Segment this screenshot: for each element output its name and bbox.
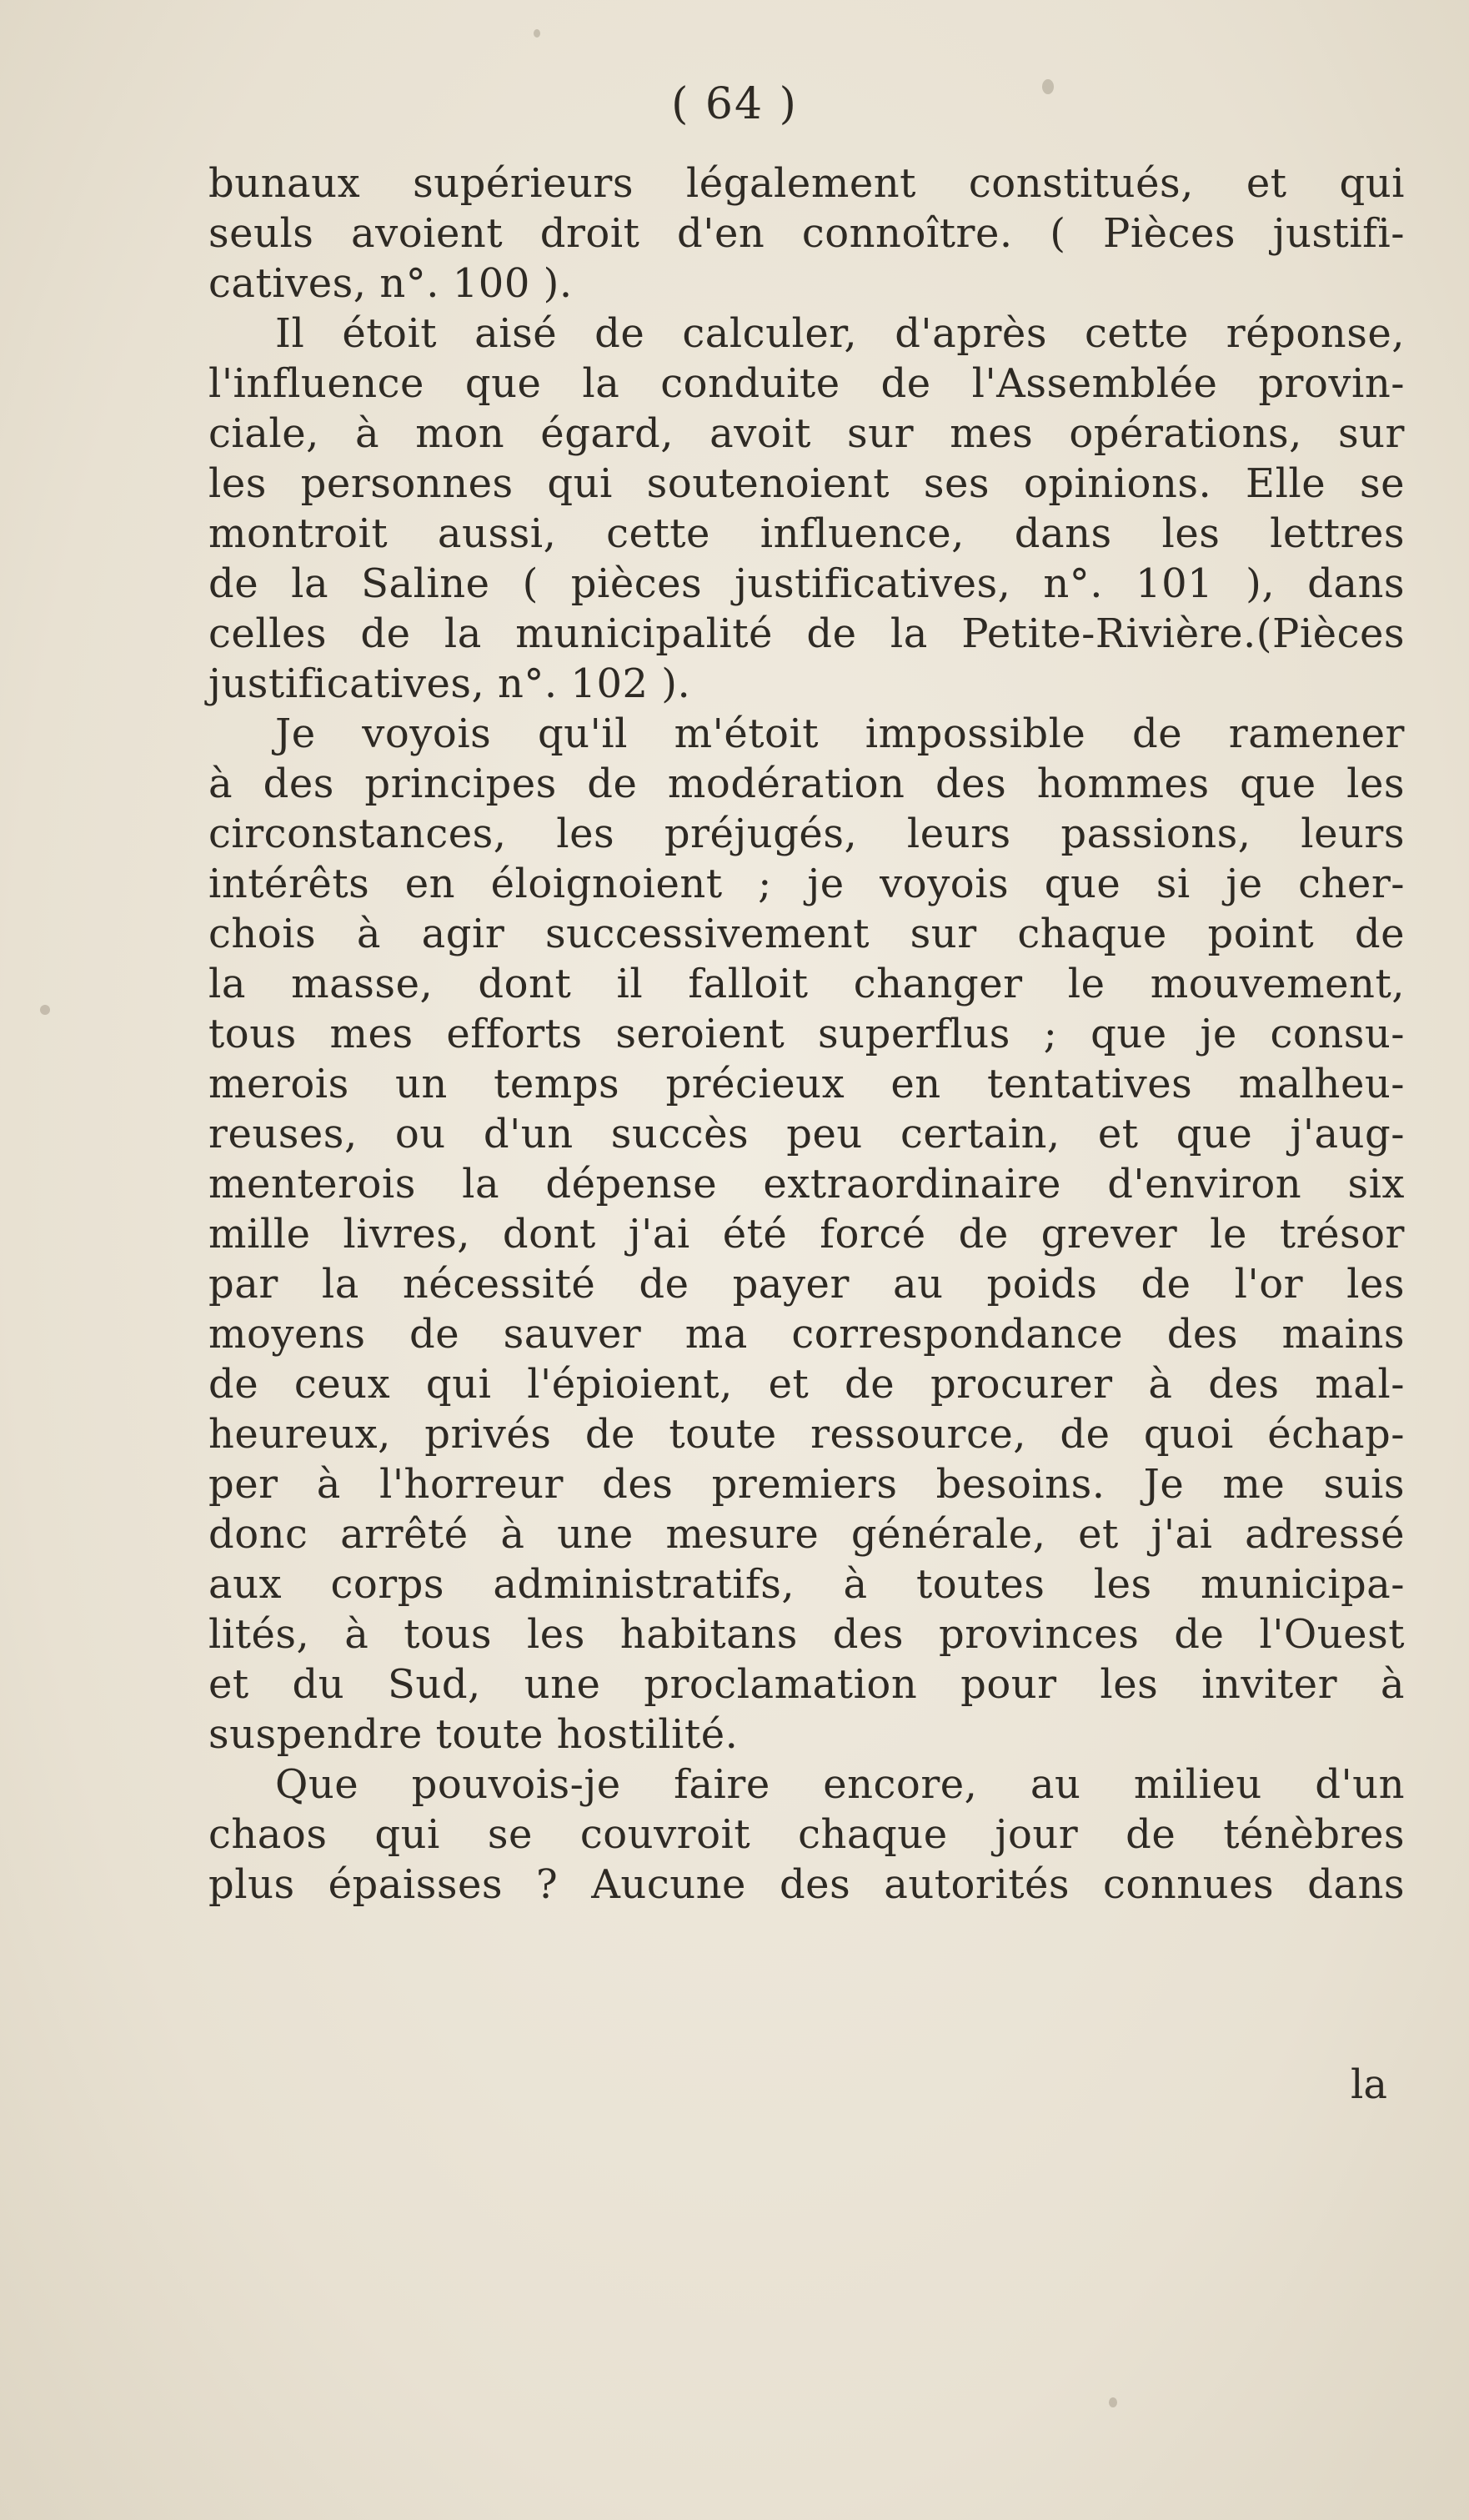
text-line: menterois la dépense extraordinaire d'environ six (208, 1161, 1405, 1207)
text-line: moyens de sauver ma correspondance des mains (208, 1311, 1405, 1358)
text-line: reuses, ou d'un succès peu certain, et que j'aug- (208, 1111, 1405, 1157)
ink-speck (1109, 2397, 1117, 2407)
text-line: Il étoit aisé de calculer, d'après cette réponse, (275, 310, 1405, 357)
text-line: aux corps administratifs, à toutes les municipa- (208, 1561, 1405, 1608)
body-text (208, 158, 1405, 1910)
text-line: à des principes de modération des hommes que les (208, 761, 1405, 807)
text-line: ciale, à mon égard, avoit sur mes opérations, sur (208, 410, 1405, 457)
text-line: Que pouvois-je faire encore, au milieu d'un (275, 1761, 1405, 1808)
catchword: la (1351, 2061, 1387, 2108)
text-line: merois un temps précieux en tentatives malheu- (208, 1061, 1405, 1107)
text-line: celles de la municipalité de la Petite-Rivière.(Pièces (208, 610, 1405, 657)
ink-speck (1042, 79, 1054, 94)
text-line: et du Sud, une proclamation pour les inviter à (208, 1661, 1405, 1708)
text-line: donc arrêté à une mesure générale, et j'ai adressé (208, 1511, 1405, 1558)
text-line: suspendre toute hostilité. (208, 1711, 739, 1758)
text-line: per à l'horreur des premiers besoins. Je me suis (208, 1461, 1405, 1508)
text-line: par la nécessité de payer au poids de l'or les (208, 1261, 1405, 1308)
ink-speck (534, 29, 540, 38)
text-line: les personnes qui soutenoient ses opinions. Elle se (208, 460, 1405, 507)
text-line: chois à agir successivement sur chaque point de (208, 911, 1405, 957)
page-number: ( 64 ) (671, 79, 798, 129)
text-line: seuls avoient droit d'en connoître. ( Pièces justifi- (208, 210, 1405, 257)
text-line: montroit aussi, cette influence, dans les lettres (208, 510, 1405, 557)
text-line: de la Saline ( pièces justificatives, n°. 101 ), dans (208, 560, 1405, 607)
text-line: lités, à tous les habitans des provinces de l'Ouest (208, 1611, 1405, 1658)
text-line: circonstances, les préjugés, leurs passions, leurs (208, 811, 1405, 857)
text-line: heureux, privés de toute ressource, de quoi échap- (208, 1411, 1405, 1458)
text-line: plus épaisses ? Aucune des autorités connues dans (208, 1861, 1405, 1908)
text-line: bunaux supérieurs légalement constitués, et qui (208, 160, 1405, 207)
text-line: mille livres, dont j'ai été forcé de grever le trésor (208, 1211, 1405, 1257)
text-line: de ceux qui l'épioient, et de procurer à des mal- (208, 1361, 1405, 1408)
text-line: Je voyois qu'il m'étoit impossible de ramener (275, 710, 1405, 757)
text-line: l'influence que la conduite de l'Assemblée provin- (208, 360, 1405, 407)
text-line: intérêts en éloignoient ; je voyois que si je cher- (208, 861, 1405, 907)
ink-speck (40, 1005, 50, 1015)
text-line: tous mes efforts seroient superflus ; que je consu- (208, 1011, 1405, 1057)
text-line: catives, n°. 100 ). (208, 260, 573, 307)
text-line: justificatives, n°. 102 ). (208, 660, 691, 707)
text-line: chaos qui se couvroit chaque jour de ténèbres (208, 1811, 1405, 1858)
text-line: la masse, dont il falloit changer le mouvement, (208, 961, 1405, 1007)
